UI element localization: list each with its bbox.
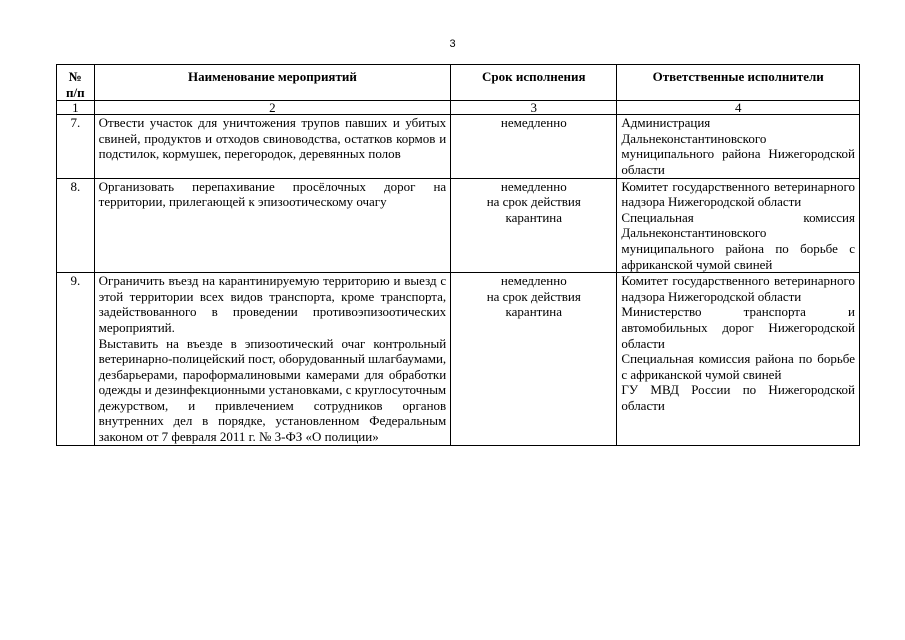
row-deadline bbox=[451, 178, 617, 273]
deadline-line: немедленно bbox=[500, 115, 567, 131]
header-number bbox=[57, 65, 95, 101]
deadline-line: на срок действия bbox=[486, 288, 581, 304]
column-index: 1 bbox=[57, 101, 95, 115]
row-responsible bbox=[617, 178, 860, 273]
row-number: 7. bbox=[57, 115, 95, 178]
row-deadline bbox=[451, 273, 617, 446]
column-index: 2 bbox=[94, 101, 451, 115]
deadline-line: немедленно bbox=[500, 273, 567, 289]
table-row bbox=[57, 115, 860, 178]
row-responsible bbox=[617, 273, 860, 446]
activity-paragraph: Выставить на въезде в эпизоотический очаг контрольный ветеринарно-полицейский пост, оборудованный шлагбаумами, дезбарьерами, пароформалиновыми камерами для обработки одежды и дезинфекционными установками, с круглосуточным дежурством, и привлечением сотрудников органов внутренних дел в порядке, установленном Федеральным законом от 7 февраля 2011 г. № 3-ФЗ «О полиции» bbox=[98, 335, 447, 445]
deadline-line: на срок действия bbox=[486, 194, 581, 210]
responsible-entry: Комитет государственного ветеринарного надзора Нижегородской области bbox=[621, 273, 855, 304]
header-number-line1: № bbox=[68, 69, 82, 84]
deadline-line: карантина bbox=[505, 209, 563, 225]
responsible-entry: ГУ МВД России по Нижегородской области bbox=[621, 382, 855, 413]
responsible-entry: Администрация Дальнеконстантиновского муниципального района Нижегородской области bbox=[621, 115, 855, 177]
row-deadline bbox=[451, 115, 617, 178]
deadline-line: карантина bbox=[505, 304, 563, 320]
header-number-line2: п/п bbox=[66, 84, 85, 100]
header-activity: Наименование мероприятий bbox=[94, 65, 451, 101]
responsible-entry: Министерство транспорта и автомобильных дорог Нижегородской области bbox=[621, 304, 855, 351]
row-responsible bbox=[617, 115, 860, 178]
page-number: 3 bbox=[449, 38, 456, 50]
activity-paragraph: Организовать перепахивание просёлочных дорог на территории, прилегающей к эпизоотическому очагу bbox=[98, 178, 447, 210]
deadline-line: немедленно bbox=[500, 178, 567, 194]
table-row bbox=[57, 273, 860, 446]
activity-paragraph: Ограничить въезд на карантинируемую территорию и выезд с этой территории всех видов транспорта, кроме транспорта, задействованного в проведении противоэпизоотических мероприятий. bbox=[98, 273, 447, 335]
row-activity bbox=[94, 273, 451, 446]
activity-paragraph: Отвести участок для уничтожения трупов павших и убитых свиней, продуктов и отходов свиноводства, остатков кормов и подстилок, кормушек, перегородок, деревянных полов bbox=[98, 115, 447, 162]
responsible-entry: Специальная комиссия района по борьбе с африканской чумой свиней bbox=[621, 351, 855, 382]
measures-table bbox=[56, 64, 860, 446]
column-index-row bbox=[57, 101, 860, 115]
table-row bbox=[57, 178, 860, 273]
column-index: 3 bbox=[451, 101, 617, 115]
responsible-entry: Специальная комиссия Дальнеконстантиновского муниципального района по борьбе с африканской чумой свиней bbox=[621, 209, 855, 272]
row-number: 8. bbox=[57, 178, 95, 273]
row-activity bbox=[94, 115, 451, 178]
header-deadline: Срок исполнения bbox=[451, 65, 617, 101]
responsible-entry: Комитет государственного ветеринарного надзора Нижегородской области bbox=[621, 178, 855, 210]
row-activity bbox=[94, 178, 451, 273]
header-responsible: Ответственные исполнители bbox=[617, 65, 860, 101]
column-index: 4 bbox=[617, 101, 860, 115]
row-number: 9. bbox=[57, 273, 95, 446]
table-header-row bbox=[57, 65, 860, 101]
